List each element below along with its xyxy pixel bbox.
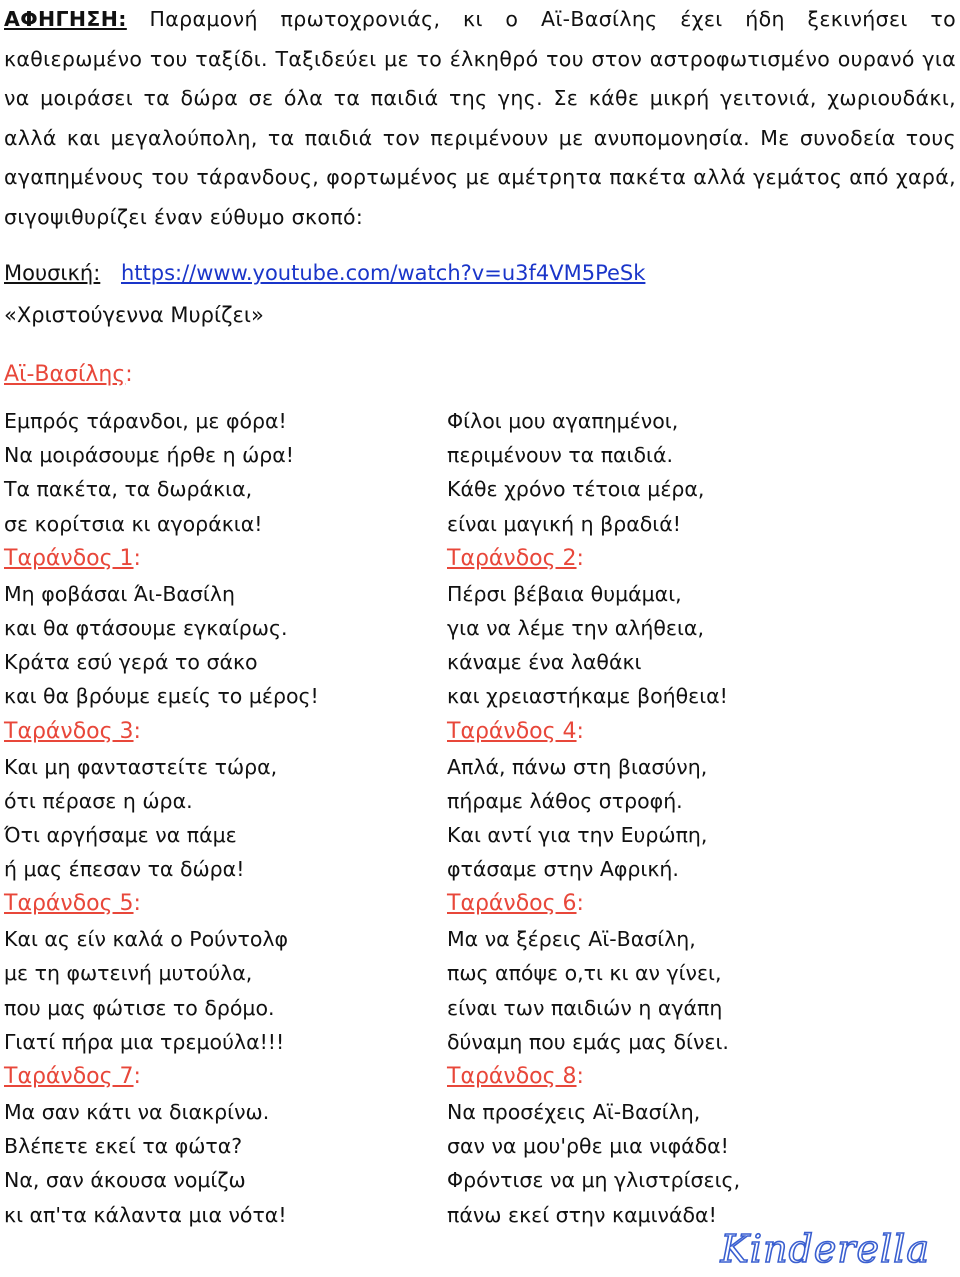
role-colon: : xyxy=(133,1064,141,1089)
ai-vasilis-name: Αϊ-Βασίλης xyxy=(4,362,126,387)
lyric-line: Εμπρός τάρανδοι, με φόρα! xyxy=(4,409,287,433)
lyric-line: σε κορίτσια κι αγοράκια! xyxy=(4,511,263,536)
lyric-line: πήραμε λάθος στροφή. xyxy=(447,788,683,813)
lyric-line: Απλά, πάνω στη βιασύνη, xyxy=(447,754,708,779)
lyric-line: ότι πέρασε η ώρα. xyxy=(4,788,193,813)
role-colon: : xyxy=(576,545,584,571)
role-colon: : xyxy=(576,1064,584,1089)
role-header xyxy=(4,1059,434,1095)
lyric-line: Κράτα εσύ γερά το σάκο xyxy=(4,650,258,675)
role-header xyxy=(4,541,434,577)
role-name: Ταράνδος 7 xyxy=(4,1064,134,1089)
lyric-line: δύναμη που εμάς μας δίνει. xyxy=(447,1029,729,1054)
role-name: Ταράνδος 3 xyxy=(4,718,134,744)
role-colon: : xyxy=(133,718,141,744)
role-colon: : xyxy=(133,545,141,571)
kinderella-logo: Kinderella xyxy=(720,1227,930,1271)
song-title: «Χριστούγεννα Μυρίζει» xyxy=(4,303,264,327)
lyric-line: πως απόψε ο,τι κι αν γίνει, xyxy=(447,961,722,986)
role-header xyxy=(447,1059,877,1095)
lyric-line: Πέρσι βέβαια θυμάμαι, xyxy=(447,581,682,606)
left-lyrics-column xyxy=(4,404,434,1232)
lyric-line: είναι μαγική η βραδιά! xyxy=(447,511,681,536)
lyric-line: κι απ'τα κάλαντα μια νότα! xyxy=(4,1202,287,1227)
lyric-line: και θα βρόυμε εμείς το μέρος! xyxy=(4,684,319,709)
role-colon: : xyxy=(576,718,584,744)
role-header xyxy=(4,714,434,750)
lyric-line: που μας φώτισε το δρόμο. xyxy=(4,995,275,1020)
lyric-line: Τα πακέτα, τα δωράκια, xyxy=(4,477,253,502)
narrative-text: Παραμονή πρωτοχρονιάς, κι ο Αϊ-Βασίλης έχει ήδη ξεκινήσει το καθιερωμένο του ταξίδι. Ταξιδεύει με το έλκηθρό του στον αστροφωτισμένο ουρανό για να μοιράσει τα δώρα σε όλα τα παιδιά της γης. Σε κάθε μικρή γειτονιά, χωριουδάκι, αλλά και μεγαλούπολη, τα παιδιά τον περιμένουν με ανυπομονησία. Με συνοδεία τους αγαπημένους του τάρανδους, φορτωμένος με αμέτρητα πακέτα αλλά γεμάτος από χαρά, σιγοψιθυρίζει έναν εύθυμο σκοπό: xyxy=(4,7,956,229)
music-label: Μουσική: xyxy=(4,261,101,285)
lyric-line: Μα να ξέρεις Αϊ-Βασίλη, xyxy=(447,927,696,952)
role-colon: : xyxy=(576,891,584,917)
lyric-line: Και αντί για την Ευρώπη, xyxy=(447,822,708,847)
role-name: Ταράνδος 8 xyxy=(447,1064,577,1089)
lyric-line: και χρειαστήκαμε βοήθεια! xyxy=(447,684,728,709)
role-name: Ταράνδος 6 xyxy=(447,891,577,917)
ai-vasilis-header xyxy=(4,362,133,387)
lyric-line: Γιατί πήρα μια τρεμούλα!!! xyxy=(4,1029,285,1054)
role-name: Ταράνδος 2 xyxy=(447,545,577,571)
lyric-line: Να προσέχεις Αϊ-Βασίλη, xyxy=(447,1100,701,1124)
music-line xyxy=(4,254,645,292)
ai-vasilis-colon: : xyxy=(125,362,133,387)
narrative-paragraph xyxy=(4,0,956,237)
lyric-line: πάνω εκεί στην καμινάδα! xyxy=(447,1202,717,1227)
lyric-line: Βλέπετε εκεί τα φώτα? xyxy=(4,1134,243,1159)
lyric-line: με τη φωτεινή μυτούλα, xyxy=(4,961,253,986)
role-header xyxy=(4,886,434,922)
music-link[interactable]: https://www.youtube.com/watch?v=u3f4VM5PeSk xyxy=(120,261,646,285)
lyric-line: και θα φτάσουμε εγκαίρως. xyxy=(4,615,288,640)
role-header xyxy=(447,541,877,577)
lyric-line: Φίλοι μου αγαπημένοι, xyxy=(447,409,679,433)
lyric-line: φτάσαμε στην Αφρική. xyxy=(447,857,679,882)
lyric-line: Και μη φανταστείτε τώρα, xyxy=(4,754,278,779)
lyric-line: Ότι αργήσαμε να πάμε xyxy=(4,822,237,847)
lyric-line: περιμένουν τα παιδιά. xyxy=(447,443,673,468)
role-name: Ταράνδος 5 xyxy=(4,891,134,917)
lyric-line: ή μας έπεσαν τα δώρα! xyxy=(4,857,245,882)
lyric-line: Κάθε χρόνο τέτοια μέρα, xyxy=(447,477,705,502)
role-colon: : xyxy=(133,891,141,917)
role-header xyxy=(447,886,877,922)
narrative-label: ΑΦΗΓΗΣΗ: xyxy=(4,7,127,31)
role-name: Ταράνδος 1 xyxy=(4,545,134,571)
lyric-line: Και ας είν καλά ο Ρούντολφ xyxy=(4,927,289,952)
right-lyrics-column xyxy=(447,404,877,1232)
role-header xyxy=(447,714,877,750)
lyric-line: Μα σαν κάτι να διακρίνω. xyxy=(4,1100,270,1124)
lyric-line: κάναμε ένα λαθάκι xyxy=(447,650,642,675)
role-name: Ταράνδος 4 xyxy=(447,718,577,744)
lyric-line: Να μοιράσουμε ήρθε η ώρα! xyxy=(4,443,295,468)
lyric-line: Φρόντισε να μη γλιστρίσεις, xyxy=(447,1168,741,1193)
lyric-line: για να λέμε την αλήθεια, xyxy=(447,615,704,640)
lyric-line: σαν να μου'ρθε μια νιφάδα! xyxy=(447,1134,729,1159)
lyric-line: είναι των παιδιών η αγάπη xyxy=(447,995,723,1020)
lyric-line: Να, σαν άκουσα νομίζω xyxy=(4,1168,246,1193)
lyric-line: Μη φοβάσαι Άι-Βασίλη xyxy=(4,581,235,606)
